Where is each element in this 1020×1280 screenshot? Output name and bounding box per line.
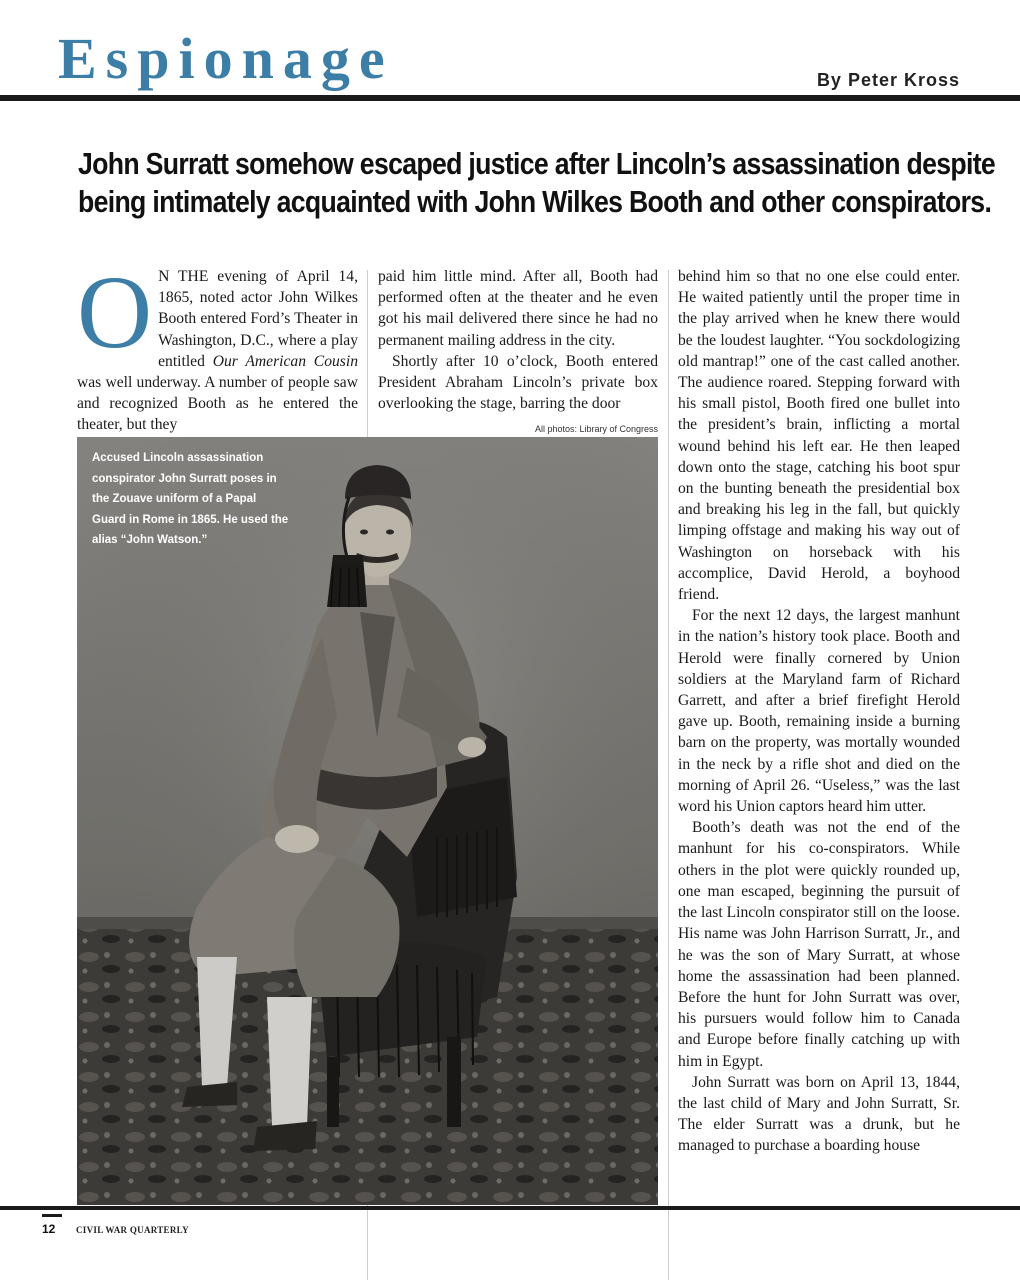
article-paragraph: Booth’s death was not the end of the manhunt for his co-conspirators. While others in the plot were quickly rounded up, one man escaped, beginning the pursuit of the last Lincoln conspirator still on the loose. His name was John Harrison Surratt, Jr., and he was the son of Mary Surratt, at whose home the assassination had been planned. Before the hunt for John Surratt was over, his pursuers would follow him to Canada and Europe before finally catching up with him in Egypt.: [678, 819, 960, 1070]
photo-credit: All photos: Library of Congress: [534, 424, 658, 434]
paragraph-text: was well underway. A number of people saw and recognized Booth as he entered the theater, but they: [77, 374, 358, 434]
article-column-1: [77, 255, 358, 436]
paragraph-text: N THE evening of April 14, 1865, noted actor John Wilkes Booth entered Ford’s Theater in Washington, D.C., where a play entitled: [158, 268, 358, 370]
publication-name: CIVIL WAR QUARTERLY: [76, 1225, 189, 1235]
page-number-bar: [42, 1214, 62, 1217]
drop-cap: O: [77, 255, 153, 370]
article-paragraph: John Surratt was born on April 13, 1844, the last child of Mary and John Surratt, Sr. The elder Surratt was a drunk, but he managed to purchase a boarding house: [678, 1073, 960, 1155]
portrait-illustration: [77, 437, 658, 1205]
deck-line-1: John Surratt somehow escaped justice after Lincoln’s assassination despite: [78, 146, 996, 181]
portrait-photo: [77, 437, 658, 1205]
play-title: Our American Cousin: [212, 352, 358, 370]
article-column-2: [378, 266, 658, 414]
article-paragraph: Shortly after 10 o’clock, Booth entered President Abraham Lincoln’s private box overlooking the stage, barring the door: [378, 352, 658, 413]
article-paragraph: paid him little mind. After all, Booth had performed often at the theater and he even got his mail delivered there since he had no permanent mailing address in the city.: [378, 268, 658, 349]
column-divider: [668, 270, 669, 1280]
section-title: Espionage: [58, 26, 394, 91]
bottom-rule: [0, 1206, 1020, 1210]
article-paragraph: [77, 255, 358, 436]
article-column-3: [678, 266, 960, 1157]
byline: By Peter Kross: [816, 70, 960, 90]
page-number: 12: [42, 1222, 56, 1236]
article-deck: [78, 145, 996, 221]
deck-line-2: being intimately acquainted with John Wilkes Booth and other conspirators.: [78, 184, 992, 219]
photo-caption: Accused Lincoln assassination conspirator John Surratt poses in the Zouave uniform of a Papal Guard in Rome in 1865. He used the alias “John Watson.”: [92, 452, 289, 546]
article-paragraph: behind him so that no one else could enter. He waited patiently until the proper time in the play arrived when he knew there would be the loudest laughter. “You sockdologizing old mantrap!” one of the cast called another. The audience roared. Stepping forward with his small pistol, Booth fired one bullet into the president’s brain, inflicting a mortal wound behind his left ear. He then leaped down onto the stage, catching his boot spur on the bunting beneath the presidential box and breaking his leg in the fall, but quickly limping offstage and making his way out of Washington on horseback with his accomplice, David Herold, a boyhood friend.: [678, 268, 960, 604]
top-rule: [0, 95, 1020, 101]
article-paragraph: For the next 12 days, the largest manhunt in the nation’s history took place. Booth and Herold were finally cornered by Union soldiers at the Maryland farm of Richard Garrett, and after a brief firefight Herold gave up. Booth, remaining inside a burning barn on the property, was mortally wounded in the neck by a rifle shot and died on the morning of April 26. “Useless,” was the last word his Union captors heard him utter.: [678, 607, 960, 816]
